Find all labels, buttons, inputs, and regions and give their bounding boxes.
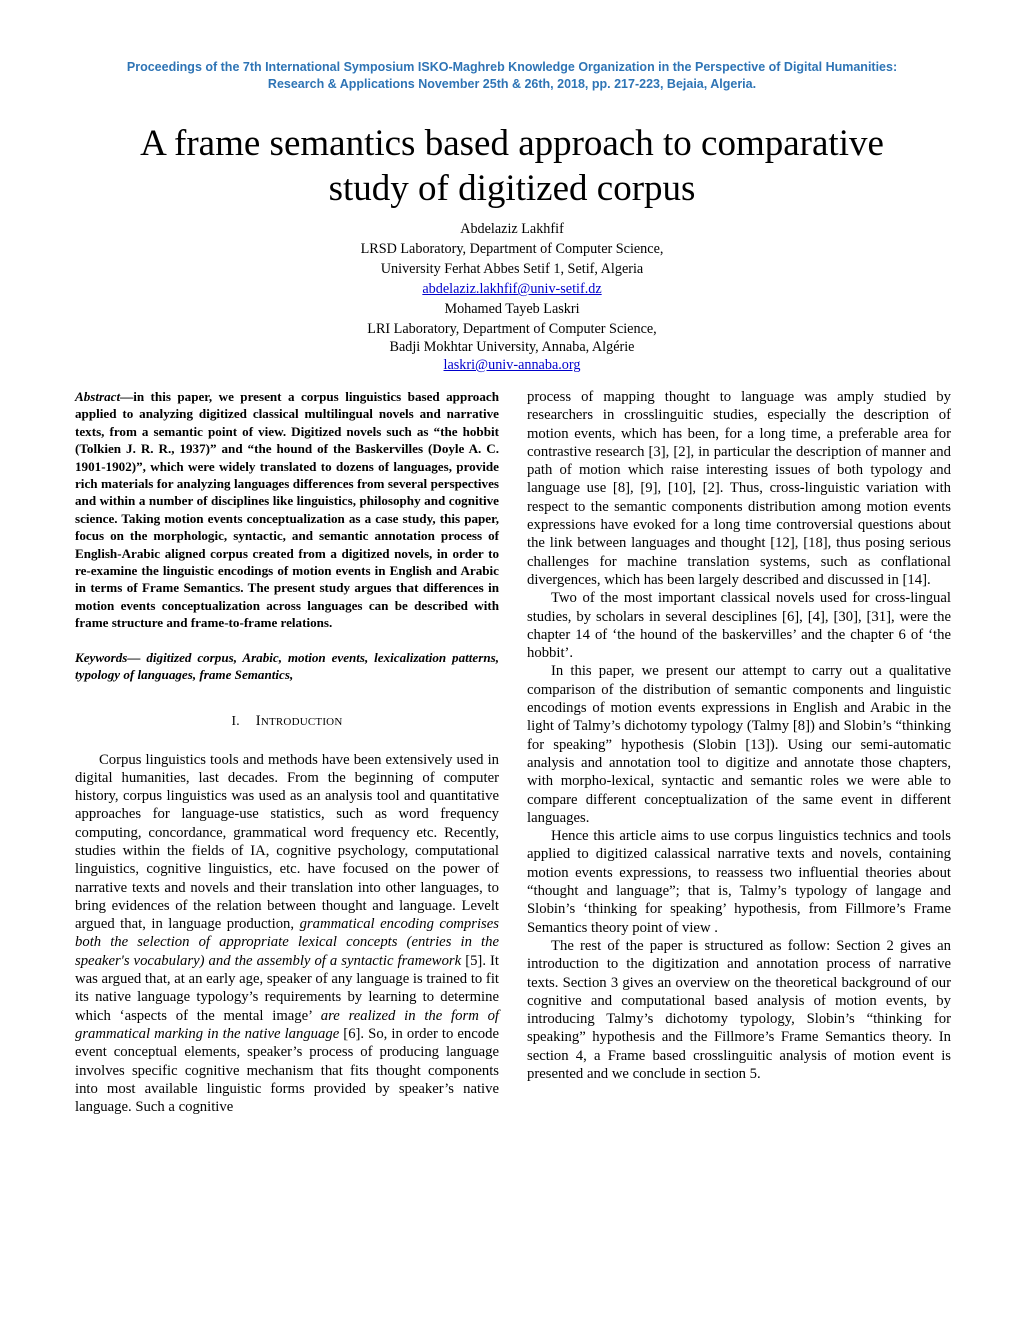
author-1-affiliation-1: LRSD Laboratory, Department of Computer Science, [360, 241, 664, 257]
paper-title-line-2: study of digitized corpus [328, 168, 696, 209]
author-2-affiliation-1: LRI Laboratory, Department of Computer Science, [367, 321, 657, 337]
intro-p1-italic-quote-2: are realized in the form of grammatical marking in the native language [75, 1007, 500, 1042]
author-1-email-link[interactable]: abdelaziz.lakhfif@univ-setif.dz [422, 281, 602, 297]
intro-paragraph-continued: process of mapping thought to language was amply studied by researchers in crosslinguitic studies, especially the description of motion events, which has been, for a long time, a preferable area for contrastive research [3], [2], in particular the description of manner and path of motion which raise interesting issues of both typology and language use [8], [9], [10], [2]. Thus, cross-linguistic variation with respect to the semantic components distribution among motion events expressions have evoked for a long time controversial questions about the link between languages and thought [12], [18], thus posing serious challenges for machine translation systems, such as conflational divergences, which has been largely described and discussed in [14]. [527, 389, 951, 588]
section-number: I. [231, 712, 240, 728]
intro-paragraph-1 [75, 751, 499, 1117]
intro-paragraph-2: Two of the most important classical novels used for cross-lingual studies, by scholars in several desciplines [6], [4], [30], [31], were the chapter 14 of ‘the hound of the baskervilles’ and the chapter 6 of ‘the hobbit’. [527, 590, 951, 662]
author-2-email-link[interactable]: laskri@univ-annaba.org [443, 357, 581, 373]
author-2-email-row [160, 356, 864, 375]
abstract-dash: — [120, 389, 134, 404]
keywords [75, 649, 499, 684]
abstract-text: in this paper, we present a corpus linguistics based approach applied to analyzing digitized classical multilingual novels and narrative texts, from a semantic point of view. Digitized novels such as “the hobbit (Tolkien J. R. R., 1937)” and “the hound of the Baskervilles (Doyle A. C. 1901-1902)”, which were widely translated to dozens of languages, provide rich materials for analyzing languages differences from several perspectives and within a number of disciplines like linguistics, philosophy and cognitive science. Taking motion events conceptualization as a case study, this paper, focus on the morphologic, syntactic, and semantic annotation process of English-Arabic aligned corpus created from a digitized novels, in order to re-examine the linguistic encodings of motion events in English and Arabic in terms of Frame Semantics. The present study argues that differences in motion events conceptualization across languages can be described with frame structure and frame-to-frame relations. [75, 389, 499, 631]
author-1-name: Abdelaziz Lakhfif [460, 221, 564, 237]
section-heading-introduction [75, 713, 499, 730]
section-title-initial: I [255, 712, 261, 729]
proceedings-line-2: Research & Applications November 25th & 26th, 2018, pp. 217-223, Bejaia, Algeria. [267, 77, 757, 91]
paper-title-line-1: A frame semantics based approach to comparative [140, 123, 884, 164]
keywords-label: Keywords— [75, 649, 141, 665]
section-title-rest: NTRODUCTION [260, 715, 343, 728]
intro-paragraph-4: Hence this article aims to use corpus linguistics technics and tools applied to digitized calassical narrative texts and novels, containing motion events expressions, to reassess two influential theories about “thought and language”; that is, Talmy’s typology of langage and Slobin’s ‘thinking for speaking’ hypothesis, from Fillmore’s Frame Semantics theory point of view . [527, 828, 951, 936]
author-1-email-row [160, 280, 864, 299]
left-column [75, 388, 499, 1116]
abstract [75, 388, 499, 632]
intro-p1-italic-quote-1: grammatical encoding comprises both the selection of appropriate lexical concepts (entries in the speaker's vocabulary) and the assembly of a syntactic framework [75, 916, 499, 969]
intro-p1-end: [6]. So, in order to encode event conceptual elements, speaker’s process of producing language involves specific cognitive mechanism that fits thought components into most available linguistic forms provided by speaker’s native language. Such a cognitive [75, 1025, 499, 1116]
intro-p1-text: Corpus linguistics tools and methods have been extensively used in digital humanities, last decades. From the beginning of computer history, corpus linguistics was used as an analysis tool and quantitative approaches for language-use statistics, such as word frequency computing, concordance, grammatical word frequency etc. Recently, studies within the fields of IA, cognitive psychology, computational linguistics, cognitive linguistics, etc. have focused on the power of narrative texts and novels and their translation into other languages, to bring evidences of the relation between thought and language. Levelt argued that, in language production, [75, 751, 499, 933]
abstract-label: Abstract [75, 389, 121, 404]
author-2-name: Mohamed Tayeb Laskri [444, 301, 580, 317]
author-2-affiliation-2: Badji Mokhtar University, Annaba, Algérie [389, 339, 635, 355]
keywords-text: digitized corpus, Arabic, motion events, lexicalization patterns, typology of languages, frame Semantics, [75, 649, 499, 683]
intro-paragraph-5: The rest of the paper is structured as follow: Section 2 gives an introduction to the digitization and annotation process of narrative texts. Section 3 gives an overview on the theoretical background of our cognitive and computational based analysis of motion events, by introducing Talmy’s dichotomy typology, Slobin’s “thinking for speaking” hypothesis and the Fillmore’s Frame Semantics theory. In section 4, a Frame based crosslinguitic analysis of motion event is presented and we conclude in section 5. [527, 937, 951, 1082]
proceedings-line-1: Proceedings of the 7th International Symposium ISKO-Maghreb Knowledge Organization in the Perspective of Digital Humanities: [126, 60, 898, 74]
author-1-affiliation-2: University Ferhat Abbes Setif 1, Setif, Algeria [380, 261, 644, 277]
intro-paragraph-3: In this paper, we present our attempt to carry out a qualitative comparison of the distribution of semantic components and linguistic encodings of motion events expressions in English and Arabic in the light of Talmy’s dichotomy typology (Talmy [8]) and Slobin’s “thinking for speaking” hypothesis (Slobin [13]). Using our semi-automatic analysis and annotation tool to digitize and annotate those chapters, with morpho-lexical, syntactic and semantic roles we were able to compare different conceptualization of the same event in different languages. [527, 663, 951, 826]
intro-p1-mid: [5]. It was argued that, at an early age, speaker of any language is trained to fit its native language typology’s requirements by learning to determine which ‘aspects of the mental image’ [75, 952, 499, 1024]
right-column [527, 388, 951, 1083]
